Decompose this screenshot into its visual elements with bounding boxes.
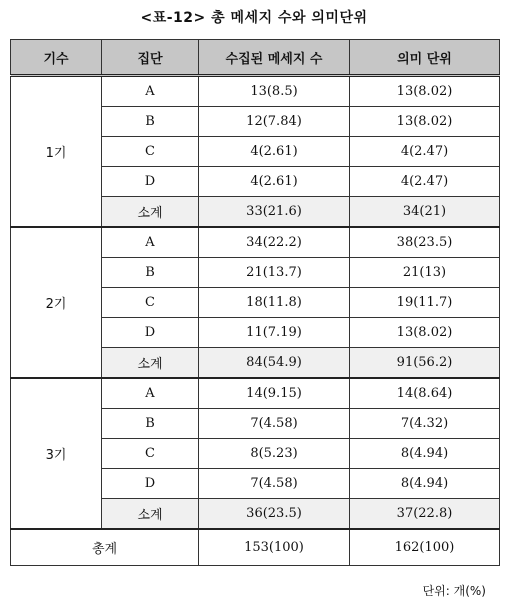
subtotal-label: 소계 [102,499,199,530]
generation-cell: 2기 [11,227,102,378]
units-cell: 4(2.47) [350,167,500,197]
units-cell: 34(21) [350,197,500,228]
messages-cell: 33(21.6) [199,197,350,228]
header-generation: 기수 [11,40,102,76]
messages-cell: 34(22.2) [199,227,350,258]
units-cell: 8(4.94) [350,469,500,499]
table-row [11,76,500,107]
group-cell: A [102,378,199,409]
units-cell: 19(11.7) [350,288,500,318]
generation-cell: 1기 [11,76,102,228]
units-cell: 13(8.02) [350,107,500,137]
messages-cell: 4(2.61) [199,167,350,197]
messages-cell: 21(13.7) [199,258,350,288]
header-meaning-units: 의미 단위 [350,40,500,76]
messages-cell: 18(11.8) [199,288,350,318]
unit-note: 단위: 개(%) [422,584,486,598]
total-label: 총계 [11,529,199,566]
header-messages: 수집된 메세지 수 [199,40,350,76]
messages-cell: 4(2.61) [199,137,350,167]
group-cell: B [102,409,199,439]
total-row [11,529,500,566]
group-cell: C [102,137,199,167]
units-cell: 21(13) [350,258,500,288]
group-cell: D [102,469,199,499]
table-row [11,378,500,409]
total-messages: 153(100) [199,529,350,566]
total-units: 162(100) [350,529,500,566]
units-cell: 7(4.32) [350,409,500,439]
subtotal-label: 소계 [102,348,199,379]
messages-cell: 8(5.23) [199,439,350,469]
group-cell: C [102,288,199,318]
subtotal-label: 소계 [102,197,199,228]
messages-cell: 12(7.84) [199,107,350,137]
group-cell: A [102,76,199,107]
units-cell: 37(22.8) [350,499,500,530]
units-cell: 13(8.02) [350,318,500,348]
group-cell: D [102,318,199,348]
group-cell: A [102,227,199,258]
units-cell: 8(4.94) [350,439,500,469]
table-row [11,227,500,258]
messages-cell: 36(23.5) [199,499,350,530]
group-cell: B [102,258,199,288]
messages-cell: 14(9.15) [199,378,350,409]
group-cell: D [102,167,199,197]
group-cell: B [102,107,199,137]
messages-cell: 7(4.58) [199,409,350,439]
message-count-table [10,39,500,566]
units-cell: 14(8.64) [350,378,500,409]
table-caption: <표-12> 총 메세지 수와 의미단위 [140,10,368,26]
generation-cell: 3기 [11,378,102,529]
units-cell: 38(23.5) [350,227,500,258]
group-cell: C [102,439,199,469]
messages-cell: 7(4.58) [199,469,350,499]
header-group: 집단 [102,40,199,76]
messages-cell: 11(7.19) [199,318,350,348]
units-cell: 13(8.02) [350,76,500,107]
header-row [11,40,500,76]
messages-cell: 84(54.9) [199,348,350,379]
units-cell: 4(2.47) [350,137,500,167]
units-cell: 91(56.2) [350,348,500,379]
messages-cell: 13(8.5) [199,76,350,107]
